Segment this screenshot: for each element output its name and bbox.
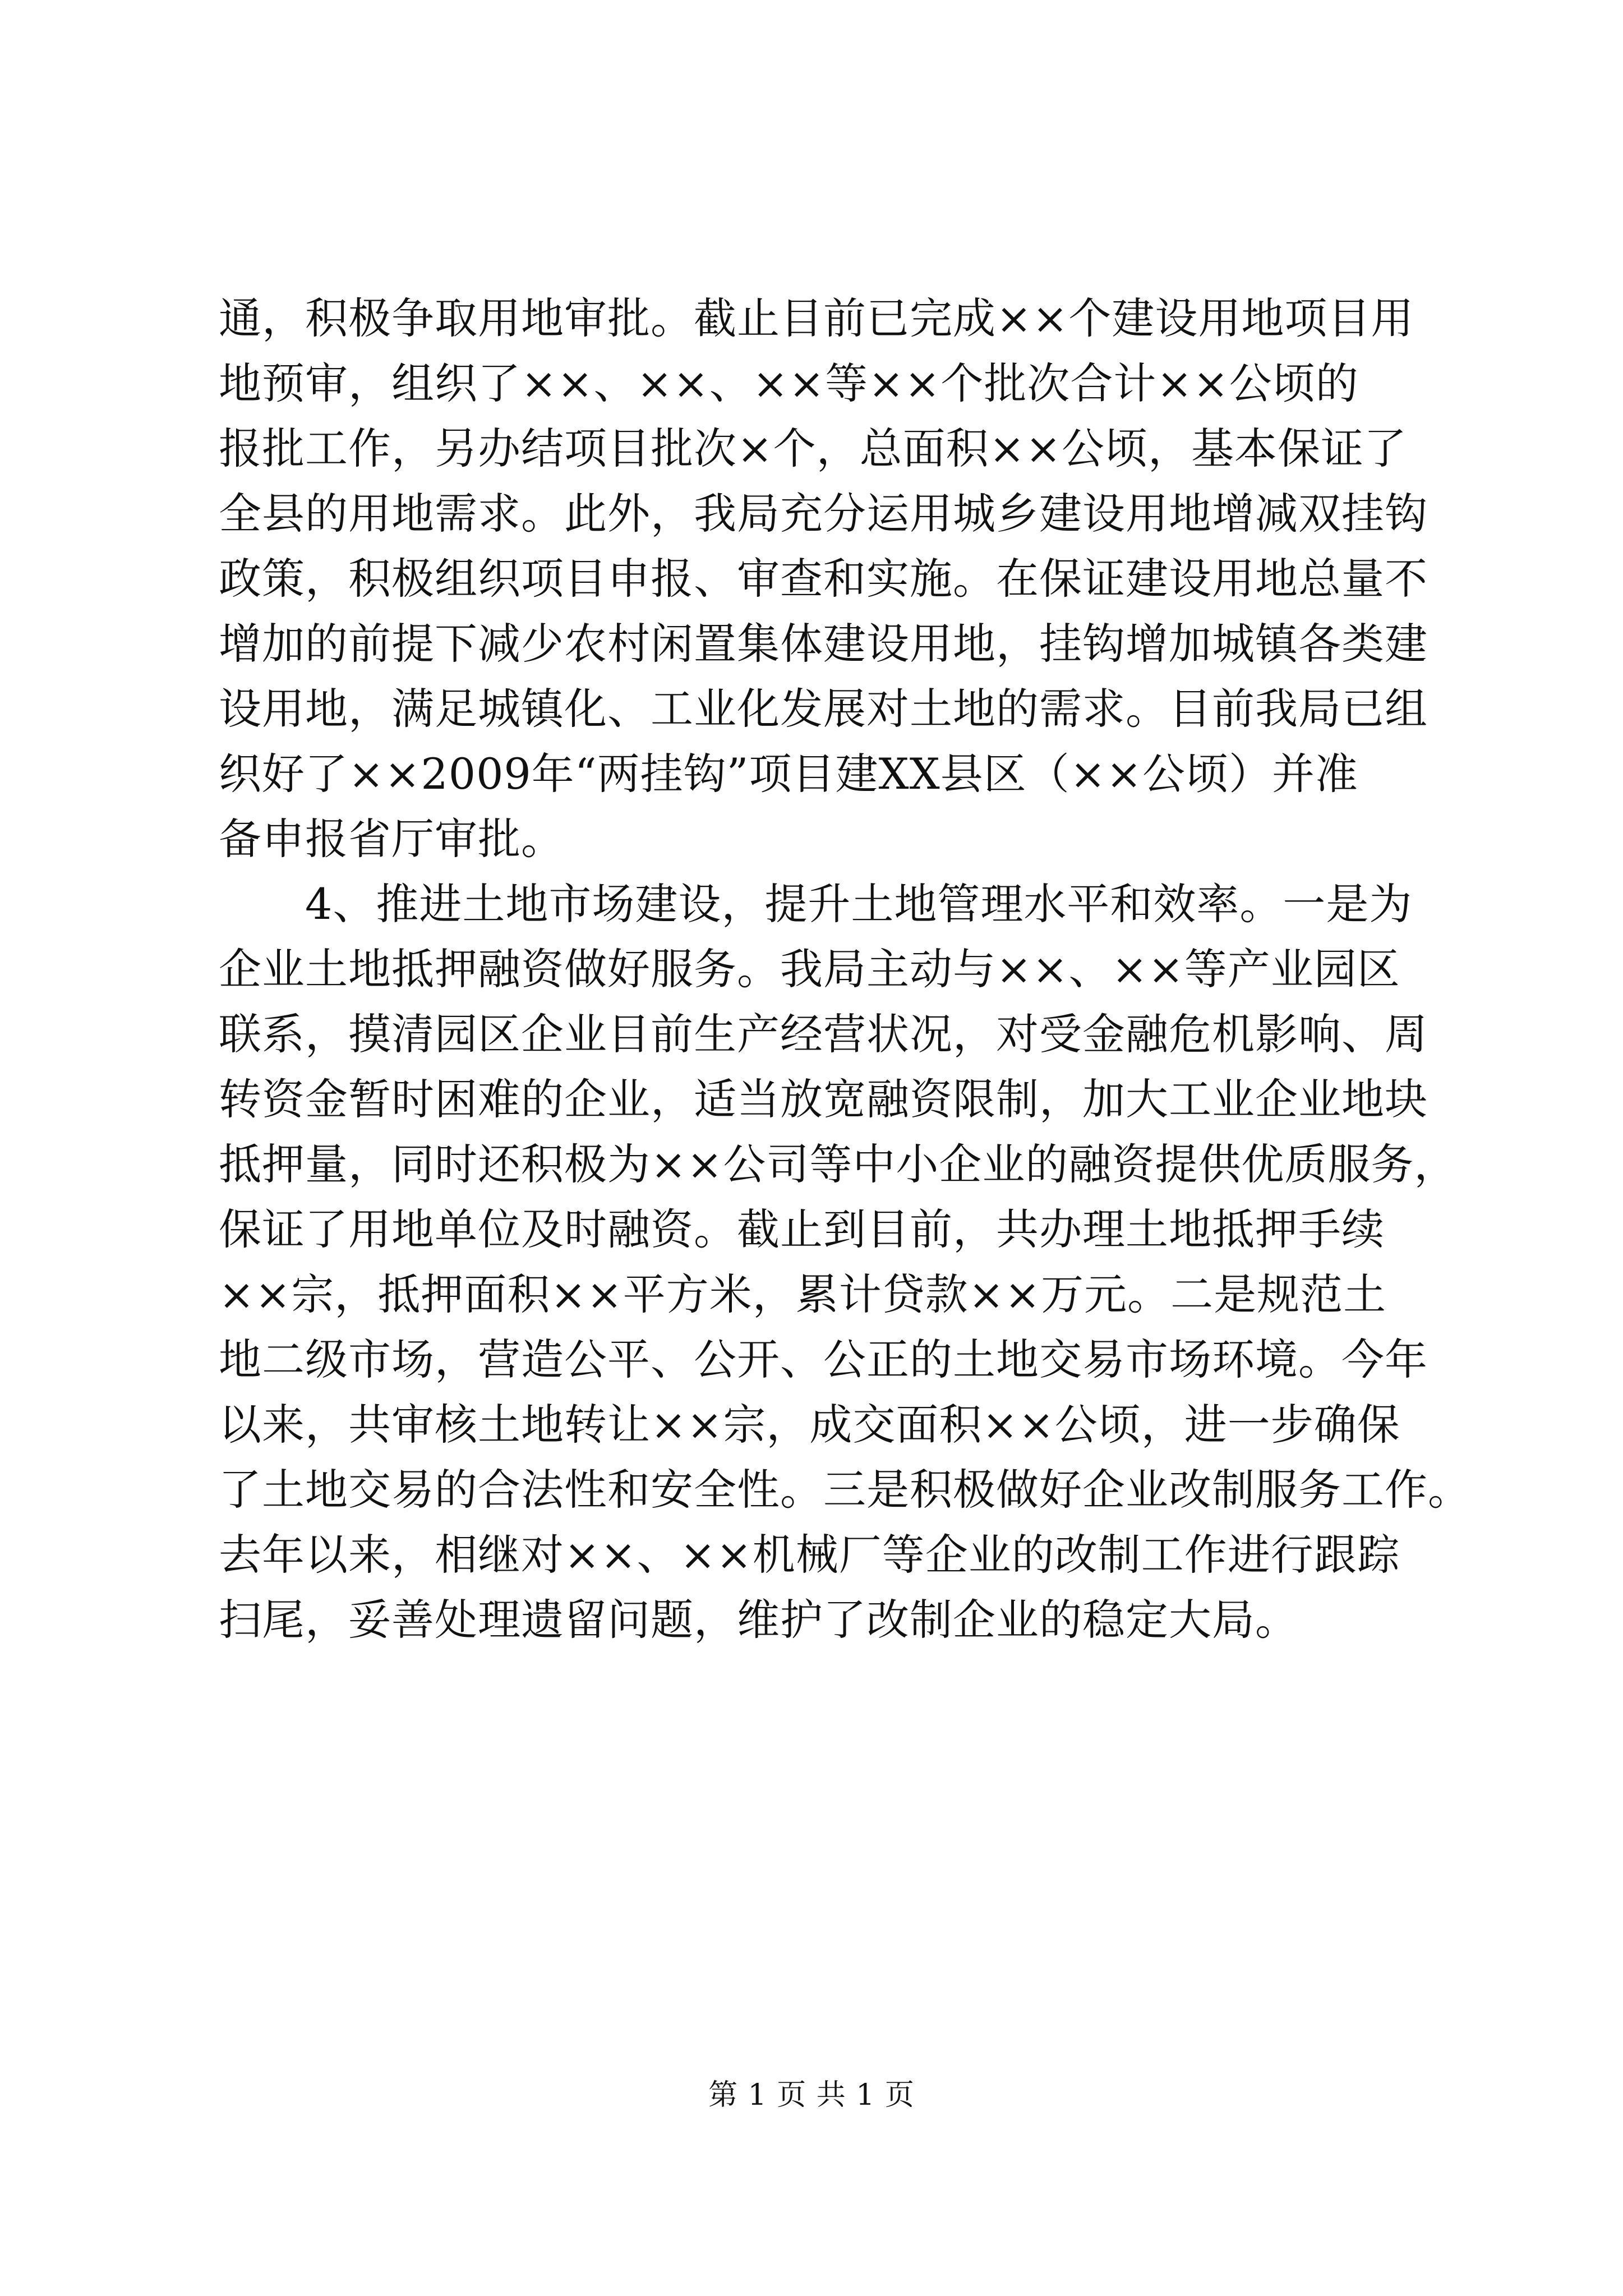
text-line: 以来，共审核土地转让××宗，成交面积××公顷，进一步确保 — [219, 1400, 1400, 1450]
text-line: 4、推进土地市场建设，提升土地管理水平和效率。一是为 — [219, 879, 1413, 929]
body-text — [219, 286, 1471, 1653]
text-line: 转资金暂时困难的企业，适当放宽融资限制，加大工业企业地块 — [219, 1074, 1428, 1124]
text-line: 织好了××2009年“两挂钩”项目建XX县区（××公顷）并准 — [219, 749, 1359, 799]
text-line: 联系，摸清园区企业目前生产经营状况，对受金融危机影响、周 — [219, 1009, 1428, 1059]
text-line: 政策，积极组织项目申报、审查和实施。在保证建设用地总量不 — [219, 554, 1428, 604]
text-line: ××宗，抵押面积××平方米，累计贷款××万元。二是规范土 — [219, 1269, 1387, 1319]
text-line: 通，积极争取用地审批。截止目前已完成××个建设用地项目用 — [219, 293, 1414, 343]
text-line: 报批工作，另办结项目批次×个，总面积××公顷，基本保证了 — [219, 424, 1408, 473]
text-line: 地二级市场，营造公平、公开、公正的土地交易市场环境。今年 — [219, 1335, 1428, 1384]
text-line: 抵押量，同时还积极为××公司等中小企业的融资提供优质服务， — [219, 1139, 1458, 1189]
text-line: 企业土地抵押融资做好服务。我局主动与××、××等产业园区 — [219, 944, 1400, 994]
text-line: 增加的前提下减少农村闲置集体建设用地，挂钩增加城镇各类建 — [219, 619, 1428, 669]
text-line: 去年以来，相继对××、××机械厂等企业的改制工作进行跟踪 — [219, 1530, 1400, 1580]
text-line: 了土地交易的合法性和安全性。三是积极做好企业改制服务工作。 — [219, 1465, 1471, 1515]
page-number-footer: 第 1 页 共 1 页 — [708, 2078, 915, 2112]
text-line: 设用地，满足城镇化、工业化发展对土地的需求。目前我局已组 — [219, 684, 1428, 734]
text-line: 扫尾，妥善处理遗留问题，维护了改制企业的稳定大局。 — [219, 1595, 1298, 1645]
text-line: 保证了用地单位及时融资。截止到目前，共办理土地抵押手续 — [219, 1204, 1385, 1254]
text-line: 地预审，组织了××、××、××等××个批次合计××公顷的 — [219, 358, 1359, 408]
text-line: 全县的用地需求。此外，我局充分运用城乡建设用地增减双挂钩 — [219, 489, 1428, 539]
text-line: 备申报省厅审批。 — [219, 814, 564, 864]
